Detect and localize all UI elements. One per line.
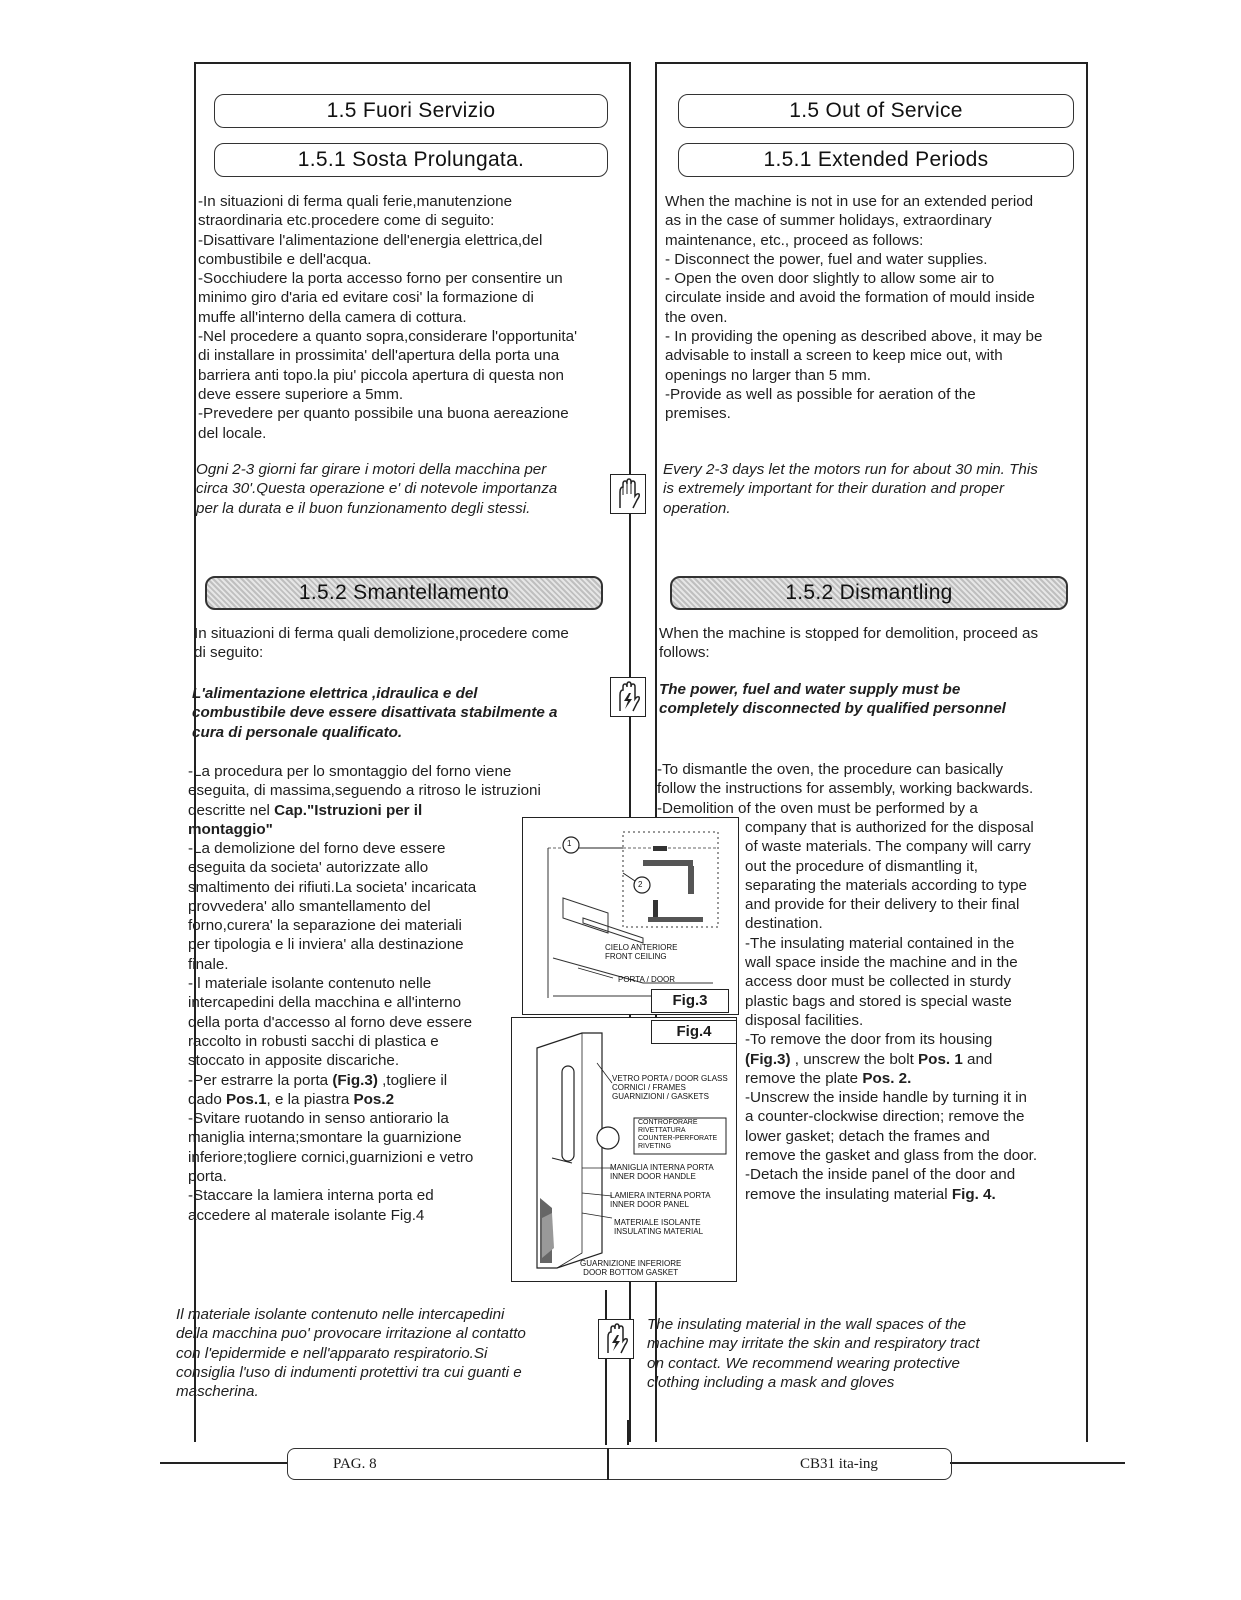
text-line: The insulating material in the wall spaces of the xyxy=(647,1316,967,1333)
text-line: Every 2-3 days let the motors run for about 30 min. This xyxy=(663,461,1038,478)
text-line: machine may irritate the skin and respiratory tract xyxy=(647,1335,980,1353)
fig4-label-line: RIVETING xyxy=(638,1143,672,1150)
fig3-label-door: PORTA / DOOR xyxy=(618,975,676,984)
hand-lightning-warning-icon xyxy=(598,1319,634,1359)
pos-reference: Pos. 1 xyxy=(918,1050,963,1068)
document-code: CB31 ita-ing xyxy=(800,1456,878,1472)
right-motor-note xyxy=(663,460,1083,518)
fig4-label-bottom-gasket xyxy=(580,1259,681,1277)
text-line: - In providing the opening as described above, it may be xyxy=(665,328,1043,346)
right-intro-paragraph xyxy=(665,192,1085,424)
text-line: follows: xyxy=(659,644,710,662)
fig3-diagram xyxy=(522,817,739,1015)
right-procedure xyxy=(657,760,1082,818)
text-segment: , unscrew the bolt xyxy=(790,1050,919,1068)
text-line: mascherina. xyxy=(176,1383,259,1401)
chapter-reference-end: montaggio" xyxy=(188,820,273,838)
fig4-label-riveting xyxy=(638,1119,717,1151)
fig4-label-line: CORNICI / FRAMES xyxy=(612,1083,686,1092)
right-insulation-warning xyxy=(647,1315,1077,1392)
text-segment: , e la piastra xyxy=(266,1090,354,1108)
left-frame-top xyxy=(194,62,630,64)
text-line: intercapedini della macchina e all'interno xyxy=(188,994,462,1012)
text-line: -Nel procedere a quanto sopra,considerare l'opportunita' xyxy=(198,328,577,346)
text-line: -Provide as well as possible for aeration of the xyxy=(665,385,976,403)
text-line: -Demolition of the oven must be performed by a xyxy=(657,799,978,817)
text-line: -To dismantle the oven, the procedure can basically xyxy=(657,761,1004,778)
text-line: raccolto in robusti sacchi di plastica e xyxy=(188,1032,439,1050)
text-line: smaltimento dei rifiuti.La societa' incaricata xyxy=(188,878,477,896)
text-line: on contact. We recommend wearing protective xyxy=(647,1354,960,1372)
fig4-label-line: LAMIERA INTERNA PORTA xyxy=(610,1191,711,1200)
text-line xyxy=(188,1071,518,1090)
text-line: disposal facilities. xyxy=(745,1011,864,1029)
text-line: a counter-clockwise direction; remove the xyxy=(745,1108,1025,1126)
text-segment: -Per estrarre la porta xyxy=(188,1071,333,1089)
text-line: -Socchiudere la porta accesso forno per consentire un xyxy=(198,270,563,288)
text-line: is extremely important for their duration and proper xyxy=(663,480,1005,498)
center-line-bottom-right xyxy=(627,1420,629,1445)
text-line: circulate inside and avoid the formation of mould inside xyxy=(665,289,1035,307)
text-line: When the machine is not in use for an extended period xyxy=(665,193,1034,210)
text-line: remove the gasket and glass from the door. xyxy=(745,1147,1038,1165)
text-line: access door must be collected in sturdy xyxy=(745,973,1011,991)
text-line: di installare in prossimita' dell'apertura della porta una xyxy=(198,347,560,365)
text-line: del locale. xyxy=(198,424,267,442)
text-line: circa 30'.Questa operazione e' di notevole importanza xyxy=(196,480,558,498)
fig4-label-line: INSULATING MATERIAL xyxy=(614,1227,704,1236)
fig4-label-line: MATERIALE ISOLANTE xyxy=(614,1218,701,1227)
text-line xyxy=(745,1069,1080,1088)
fig4-label-line: RIVETTATURA xyxy=(638,1127,686,1134)
text-line: operation. xyxy=(663,499,731,517)
text-line: -Detach the inside panel of the door and xyxy=(745,1166,1016,1184)
text-segment: ,togliere il xyxy=(377,1071,448,1089)
text-line: minimo giro d'aria ed evitare cosi' la formazione di xyxy=(198,289,534,307)
left-frame-outer-left xyxy=(194,62,196,1442)
text-line: -La procedura per lo smontaggio del forno viene xyxy=(188,763,512,780)
text-line: barriera anti topo.la piu' piccola apertura di questa non xyxy=(198,366,564,384)
left-subtitle-text: 1.5.1 Sosta Prolungata. xyxy=(297,148,525,171)
right-dismantle-intro xyxy=(659,624,1079,663)
text-line xyxy=(745,1050,1080,1069)
text-line: the oven. xyxy=(665,308,728,326)
text-line: -Staccare la lamiera interna porta ed xyxy=(188,1187,434,1205)
left-dismantle-title-text: 1.5.2 Smantellamento xyxy=(298,581,510,604)
text-line: The power, fuel and water supply must be xyxy=(659,681,961,698)
text-line: Il materiale isolante contenuto nelle intercapedini xyxy=(176,1306,505,1323)
fig4-label-line: DOOR BOTTOM GASKET xyxy=(583,1268,679,1277)
right-subtitle-text: 1.5.1 Extended Periods xyxy=(763,148,989,171)
text-line: cura di personale qualificato. xyxy=(192,723,403,741)
fig4-label-panel xyxy=(610,1191,711,1209)
text-line: wall space inside the machine and in the xyxy=(745,954,1018,972)
right-power-warning xyxy=(659,680,1079,719)
text-line: advisable to install a screen to keep mice out, with xyxy=(665,347,1003,365)
left-power-warning xyxy=(192,684,602,742)
hand-lightning-warning-icon xyxy=(610,677,646,717)
right-title-text: 1.5 Out of Service xyxy=(789,99,963,122)
right-title-out-of-service xyxy=(678,94,1074,128)
fig3-drawing xyxy=(523,818,738,1014)
fig3-label: Fig.3 xyxy=(651,989,729,1013)
fig4-label-line: MANIGLIA INTERNA PORTA xyxy=(610,1163,714,1172)
text-line: clothing including a mask and gloves xyxy=(647,1373,895,1391)
text-line: -Disattivare l'alimentazione dell'energia elettrica,del xyxy=(198,231,543,249)
pos-reference: Pos.2 xyxy=(353,1090,395,1108)
footer-line-right xyxy=(950,1462,1125,1464)
text-line: straordinaria etc.procedere come di seguito: xyxy=(198,212,495,230)
fig3-label-ceiling-en: FRONT CEILING xyxy=(605,952,667,961)
fig4-label-line: VETRO PORTA / DOOR GLASS xyxy=(612,1074,728,1083)
fig4-label-line: INNER DOOR PANEL xyxy=(610,1200,689,1209)
text-line: and provide for their delivery to their final xyxy=(745,896,1020,914)
text-line: out the procedure of dismantling it, xyxy=(745,857,979,875)
text-line: provvedera' allo smantellamento del xyxy=(188,897,431,915)
text-segment: and xyxy=(962,1050,993,1068)
text-line: In situazioni di ferma quali demolizione,procedere come xyxy=(194,625,569,642)
fig3-label-ceiling-it: CIELO ANTERIORE xyxy=(605,943,678,952)
fig-reference: (Fig.3) xyxy=(745,1050,791,1068)
text-line xyxy=(188,1090,518,1109)
text-line: combustibile e dell'acqua. xyxy=(198,250,372,268)
text-line: plastic bags and stored is special waste xyxy=(745,992,1012,1010)
right-title-dismantle xyxy=(670,576,1068,610)
text-line: - Disconnect the power, fuel and water supplies. xyxy=(665,250,988,268)
fig3-callout-2: 2 xyxy=(638,880,643,889)
left-title-text: 1.5 Fuori Servizio xyxy=(326,99,496,122)
footer-line-left xyxy=(160,1462,288,1464)
footer-divider xyxy=(607,1448,609,1480)
page-number: PAG. 8 xyxy=(333,1456,377,1472)
pos-reference: Pos. 2. xyxy=(862,1069,912,1087)
text-line: di seguito: xyxy=(194,644,264,662)
text-line: porta. xyxy=(188,1168,227,1186)
text-line: company that is authorized for the disposal xyxy=(745,819,1034,836)
text-line: forno,curera' la separazione dei materiali xyxy=(188,917,462,935)
text-line: della macchina puo' provocare irritazione al contatto xyxy=(176,1325,526,1343)
text-line: -Unscrew the inside handle by turning it in xyxy=(745,1089,1027,1107)
text-line: accedere al materale isolante Fig.4 xyxy=(188,1206,425,1224)
text-segment: descritte nel xyxy=(188,801,275,819)
left-title-out-of-service xyxy=(214,94,608,128)
fig4-label-insulating xyxy=(614,1218,703,1236)
text-line: consiglia l'uso di indumenti protettivi tra cui guanti e xyxy=(176,1363,522,1381)
text-segment: remove the insulating material xyxy=(745,1185,952,1203)
hand-warning-icon xyxy=(610,474,646,514)
text-line: per la durata e il buon funzionamento degli stessi. xyxy=(196,499,531,517)
fig-reference: Fig. 4. xyxy=(951,1185,996,1203)
left-title-dismantle xyxy=(205,576,603,610)
text-line: per tipologia e li inviera' alla destinazione xyxy=(188,936,464,954)
text-line: -To remove the door from its housing xyxy=(745,1031,993,1049)
text-line: eseguita, di massima,seguendo a ritroso le istruzioni xyxy=(188,782,541,800)
left-intro-paragraph xyxy=(198,192,618,443)
text-line: follow the instructions for assembly, working backwards. xyxy=(657,780,1034,798)
text-line: Ogni 2-3 giorni far girare i motori della macchina per xyxy=(196,461,547,478)
text-line: -Svitare ruotando in senso antiorario la xyxy=(188,1110,449,1128)
text-line: When the machine is stopped for demolition, proceed as xyxy=(659,625,1039,642)
fig4-label-line: GUARNIZIONI / GASKETS xyxy=(612,1092,709,1101)
text-line: premises. xyxy=(665,405,731,423)
left-insulation-warning xyxy=(176,1305,606,1401)
text-line: muffe all'interno della camera di cottura. xyxy=(198,308,467,326)
text-line: of waste materials. The company will carry xyxy=(745,838,1031,856)
fig3-callout-1: 1 xyxy=(567,839,572,848)
fig4-label: Fig.4 xyxy=(651,1020,737,1044)
text-line: con l'epidermide e nell'apparato respiratorio.Si xyxy=(176,1344,488,1362)
text-line: -La demolizione del forno deve essere xyxy=(188,840,446,857)
text-line: maintenance, etc., proceed as follows: xyxy=(665,231,924,249)
text-line: maniglia interna;smontare la guarnizione xyxy=(188,1129,462,1147)
text-line: - Open the oven door slightly to allow some air to xyxy=(665,270,995,288)
fig4-label-line: COUNTER-PERFORATE xyxy=(638,1135,718,1142)
left-title-extended-period xyxy=(214,143,608,177)
text-segment: dado xyxy=(188,1090,227,1108)
right-frame-right xyxy=(1086,62,1088,1442)
right-procedure-b xyxy=(745,818,1080,1204)
text-line: eseguita da societa' autorizzate allo xyxy=(188,859,429,877)
fig4-label-line: CONTROFORARE xyxy=(638,1119,698,1126)
text-line: as in the case of summer holidays, extraordinary xyxy=(665,212,992,230)
right-dismantle-title-text: 1.5.2 Dismantling xyxy=(785,581,953,604)
text-line: openings no larger than 5 mm. xyxy=(665,366,871,384)
text-line: -Prevedere per quanto possibile una buona aereazione xyxy=(198,405,569,423)
fig4-label-line: GUARNIZIONE INFERIORE xyxy=(580,1259,682,1268)
footer-box xyxy=(287,1448,952,1480)
left-dismantle-intro xyxy=(194,624,614,663)
fig4-diagram xyxy=(511,1017,737,1282)
right-title-extended-period xyxy=(678,143,1074,177)
text-segment: remove the plate xyxy=(745,1069,863,1087)
chapter-reference: Cap."Istruzioni per il xyxy=(274,801,423,819)
fig-reference: (Fig.3) xyxy=(332,1071,378,1089)
text-line: -In situazioni di ferma quali ferie,manutenzione xyxy=(198,193,513,210)
text-line: inferiore;togliere cornici,guarnizioni e vetro xyxy=(188,1148,474,1166)
text-line: L'alimentazione elettrica ,idraulica e del xyxy=(192,685,478,702)
text-line: destination. xyxy=(745,915,823,933)
text-line: della porta d'accesso al forno deve essere xyxy=(188,1013,473,1031)
text-line: finale. xyxy=(188,955,229,973)
left-procedure-b xyxy=(188,839,518,1225)
fig4-label-handle xyxy=(610,1163,714,1181)
text-line xyxy=(745,1185,1080,1204)
fig4-label-line: INNER DOOR HANDLE xyxy=(610,1172,696,1181)
text-line: -The insulating material contained in the xyxy=(745,934,1015,952)
text-line: separating the materials according to type xyxy=(745,876,1027,894)
fig4-label-glass xyxy=(612,1074,728,1101)
text-line: -Il materiale isolante contenuto nelle xyxy=(188,975,432,993)
text-line: combustibile deve essere disattivata stabilmente a xyxy=(192,704,558,722)
text-line: stoccato in apposite discariche. xyxy=(188,1052,400,1070)
pos-reference: Pos.1 xyxy=(226,1090,267,1108)
text-line: deve essere superiore a 5mm. xyxy=(198,385,404,403)
text-line: completely disconnected by qualified personnel xyxy=(659,700,1006,718)
right-frame-top xyxy=(655,62,1087,64)
left-motor-note xyxy=(196,460,606,518)
text-line: lower gasket; detach the frames and xyxy=(745,1127,990,1145)
